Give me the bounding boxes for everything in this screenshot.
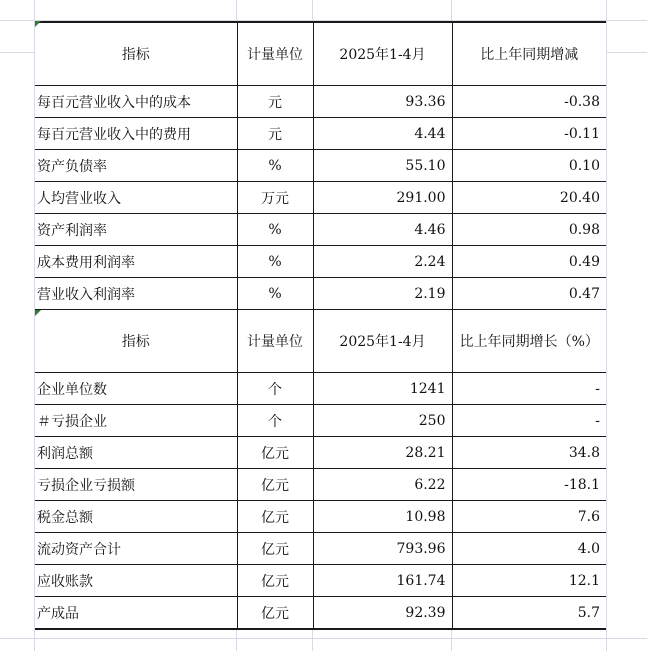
cell-change[interactable]: 0.49 <box>452 246 606 278</box>
grid-line <box>606 0 607 651</box>
cell-value[interactable]: 10.98 <box>313 501 452 533</box>
table-row <box>35 501 606 533</box>
cell-value[interactable]: 1241 <box>313 373 452 405</box>
header-cell[interactable]: 2025年1-4月 <box>313 22 452 86</box>
cell-indicator[interactable]: ＃亏损企业 <box>35 405 237 437</box>
header-cell[interactable]: 比上年同期增减 <box>452 22 606 86</box>
cell-change[interactable]: 20.40 <box>452 182 606 214</box>
cell-indicator[interactable]: 每百元营业收入中的成本 <box>35 86 237 118</box>
cell-unit[interactable]: % <box>237 150 313 182</box>
header-cell[interactable]: 2025年1-4月 <box>313 310 452 373</box>
table-row <box>35 533 606 565</box>
cell-indicator[interactable]: 税金总额 <box>35 501 237 533</box>
cell-unit[interactable]: 亿元 <box>237 469 313 501</box>
cell-change[interactable]: 12.1 <box>452 565 606 597</box>
header-cell[interactable]: 指标 <box>35 22 237 86</box>
cell-indicator[interactable]: 成本费用利润率 <box>35 246 237 278</box>
table-row <box>35 86 606 118</box>
cell-indicator[interactable]: 流动资产合计 <box>35 533 237 565</box>
cell-unit[interactable]: 个 <box>237 405 313 437</box>
cell-indicator[interactable]: 亏损企业亏损额 <box>35 469 237 501</box>
cell-indicator[interactable]: 营业收入利润率 <box>35 278 237 310</box>
cell-change[interactable]: 34.8 <box>452 437 606 469</box>
table-row <box>35 405 606 437</box>
cell-value[interactable]: 6.22 <box>313 469 452 501</box>
cell-change[interactable]: 4.0 <box>452 533 606 565</box>
header-cell[interactable]: 指标 <box>35 310 237 373</box>
cell-indicator[interactable]: 资产负债率 <box>35 150 237 182</box>
cell-change[interactable]: 0.98 <box>452 214 606 246</box>
cell-indicator[interactable]: 企业单位数 <box>35 373 237 405</box>
cell-unit[interactable]: 元 <box>237 86 313 118</box>
header-cell[interactable]: 计量单位 <box>237 22 313 86</box>
cell-value[interactable]: 291.00 <box>313 182 452 214</box>
cell-indicator[interactable]: 利润总额 <box>35 437 237 469</box>
header-cell[interactable]: 比上年同期增长（%） <box>452 310 606 373</box>
cell-unit[interactable]: 亿元 <box>237 437 313 469</box>
table-row <box>35 118 606 150</box>
table-row <box>35 565 606 597</box>
cell-change[interactable]: -0.11 <box>452 118 606 150</box>
cell-unit[interactable]: 亿元 <box>237 565 313 597</box>
cell-change[interactable]: 7.6 <box>452 501 606 533</box>
table-row <box>35 278 606 310</box>
table-row <box>35 597 606 630</box>
cell-value[interactable]: 92.39 <box>313 597 452 630</box>
table-row <box>35 469 606 501</box>
cell-unit[interactable]: 万元 <box>237 182 313 214</box>
table2-header-row <box>35 310 606 373</box>
cell-value[interactable]: 161.74 <box>313 565 452 597</box>
cell-unit[interactable]: % <box>237 214 313 246</box>
cell-unit[interactable]: % <box>237 278 313 310</box>
cell-unit[interactable]: 元 <box>237 118 313 150</box>
cell-comment-marker-icon[interactable] <box>35 310 41 316</box>
cell-indicator[interactable]: 产成品 <box>35 597 237 630</box>
cell-value[interactable]: 2.24 <box>313 246 452 278</box>
table1-header-row <box>35 22 606 86</box>
cell-unit[interactable]: 亿元 <box>237 597 313 630</box>
table-row <box>35 150 606 182</box>
cell-unit[interactable]: % <box>237 246 313 278</box>
cell-value[interactable]: 28.21 <box>313 437 452 469</box>
table-row <box>35 373 606 405</box>
cell-change[interactable]: 0.47 <box>452 278 606 310</box>
cell-change[interactable]: 5.7 <box>452 597 606 630</box>
cell-change[interactable]: 0.10 <box>452 150 606 182</box>
table-row <box>35 214 606 246</box>
cell-indicator[interactable]: 每百元营业收入中的费用 <box>35 118 237 150</box>
cell-indicator[interactable]: 应收账款 <box>35 565 237 597</box>
table-row <box>35 437 606 469</box>
cell-unit[interactable]: 个 <box>237 373 313 405</box>
cell-value[interactable]: 250 <box>313 405 452 437</box>
cell-value[interactable]: 55.10 <box>313 150 452 182</box>
cell-value[interactable]: 4.44 <box>313 118 452 150</box>
spreadsheet <box>35 21 606 630</box>
cell-change[interactable]: - <box>452 405 606 437</box>
cell-indicator[interactable]: 人均营业收入 <box>35 182 237 214</box>
table-row <box>35 182 606 214</box>
cell-value[interactable]: 93.36 <box>313 86 452 118</box>
cell-change[interactable]: - <box>452 373 606 405</box>
indicator-table <box>35 21 606 630</box>
cell-change[interactable]: -18.1 <box>452 469 606 501</box>
table-row <box>35 246 606 278</box>
cell-value[interactable]: 793.96 <box>313 533 452 565</box>
cell-unit[interactable]: 亿元 <box>237 533 313 565</box>
cell-value[interactable]: 4.46 <box>313 214 452 246</box>
grid-line <box>0 638 647 639</box>
cell-unit[interactable]: 亿元 <box>237 501 313 533</box>
cell-comment-marker-icon[interactable] <box>35 21 41 27</box>
cell-indicator[interactable]: 资产利润率 <box>35 214 237 246</box>
cell-change[interactable]: -0.38 <box>452 86 606 118</box>
cell-value[interactable]: 2.19 <box>313 278 452 310</box>
header-cell[interactable]: 计量单位 <box>237 310 313 373</box>
